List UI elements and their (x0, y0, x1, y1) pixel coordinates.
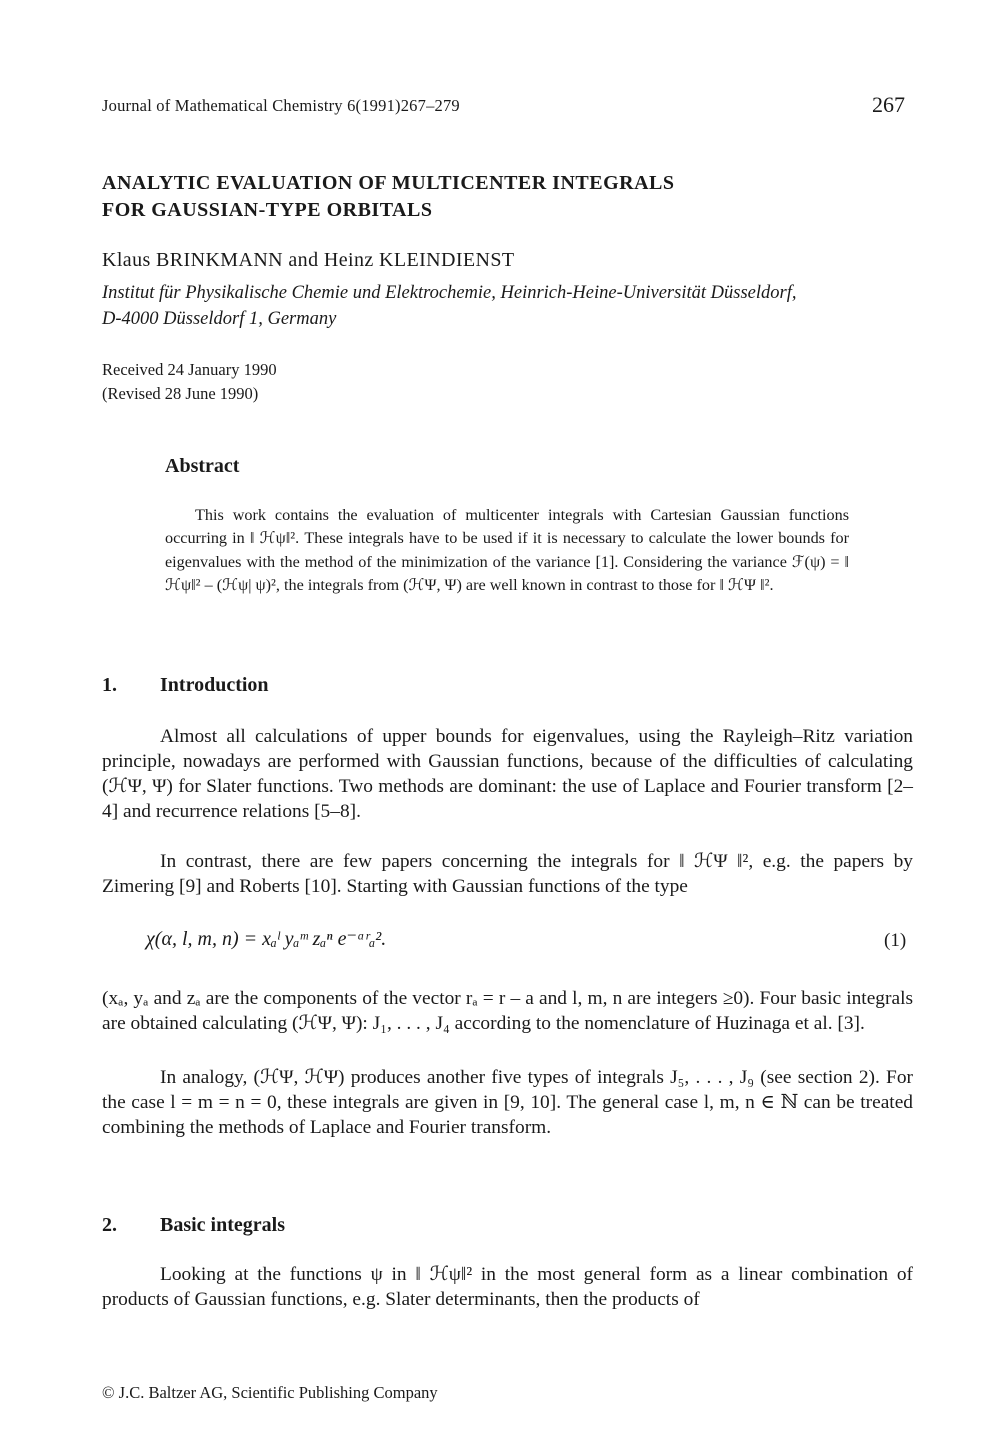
revised-date: (Revised 28 June 1990) (102, 384, 259, 403)
title-line-2: FOR GAUSSIAN-TYPE ORBITALS (102, 199, 433, 221)
intro-paragraph-3: (xₐ, yₐ and zₐ are the components of the vector rₐ = r – a and l, m, n are integers ≥0). Four basic integrals are obtained calculating (ℋΨ, Ψ): J₁, . . . , J₄ according to the nomenclature of Huzinaga et al. [3]. (102, 988, 913, 1034)
equation-1-number: (1) (884, 930, 907, 951)
affiliation-line-2: D-4000 Düsseldorf 1, Germany (102, 309, 337, 329)
section-2-number: 2. (102, 1214, 117, 1236)
equation-1: χ(α, l, m, n) = xₐˡ yₐᵐ zₐⁿ e⁻ᵅʳₐ². (146, 928, 387, 950)
abstract-heading: Abstract (165, 455, 240, 477)
intro-paragraph-2: In contrast, there are few papers concerning the integrals for ‖ ℋΨ ‖², e.g. the papers by Zimering [9] and Roberts [10]. Starting with Gaussian functions of the type (102, 851, 913, 897)
section-2-heading (102, 1214, 285, 1237)
journal-citation: Journal of Mathematical Chemistry 6(1991)267–279 (102, 96, 460, 115)
basic-integrals-paragraph-1: Looking at the functions ψ in ‖ ℋψ‖² in the most general form as a linear combination of products of Gaussian functions, e.g. Slater determinants, then the products of (102, 1264, 913, 1310)
section-1-title: Introduction (160, 674, 269, 696)
intro-paragraph-4: In analogy, (ℋΨ, ℋΨ) produces another five types of integrals J₅, . . . , J₉ (see section 2). For the case l = m = n = 0, these integrals are given in [9, 10]. The general case l, m, n ∈ ℕ can be treated combining the methods of Laplace and Fourier transform. (102, 1067, 913, 1138)
affiliation-line-1: Institut für Physikalische Chemie und Elektrochemie, Heinrich-Heine-Universität Düsseldorf, (102, 283, 797, 303)
received-date: Received 24 January 1990 (102, 360, 277, 379)
abstract-text: This work contains the evaluation of multicenter integrals with Cartesian Gaussian functions occurring in ‖ ℋψ‖². These integrals have to be used if it is necessary to calculate the lower bounds for eigenvalues with the method of the minimization of the variance [1]. Considering the variance ℱ(ψ) = ‖ ℋψ‖² – (ℋψ| ψ)², the integrals from (ℋΨ, Ψ) are well known in contrast to those for ‖ ℋΨ ‖². (165, 506, 849, 595)
paper-title (102, 170, 675, 224)
section-2-title: Basic integrals (160, 1214, 285, 1236)
affiliation (102, 280, 922, 332)
section-1-number: 1. (102, 674, 117, 696)
received-dates (102, 358, 277, 406)
copyright-footer: © J.C. Baltzer AG, Scientific Publishing Company (102, 1383, 438, 1402)
authors: Klaus BRINKMANN and Heinz KLEINDIENST (102, 249, 515, 271)
page-number: 267 (872, 92, 905, 117)
title-line-1: ANALYTIC EVALUATION OF MULTICENTER INTEGRALS (102, 172, 675, 194)
intro-paragraph-1: Almost all calculations of upper bounds for eigenvalues, using the Rayleigh–Ritz variation principle, nowadays are performed with Gaussian functions, because of the difficulties of calculating (ℋΨ, Ψ) for Slater functions. Two methods are dominant: the use of Laplace and Fourier transform [2–4] and recurrence relations [5–8]. (102, 726, 913, 822)
section-1-heading (102, 674, 269, 697)
